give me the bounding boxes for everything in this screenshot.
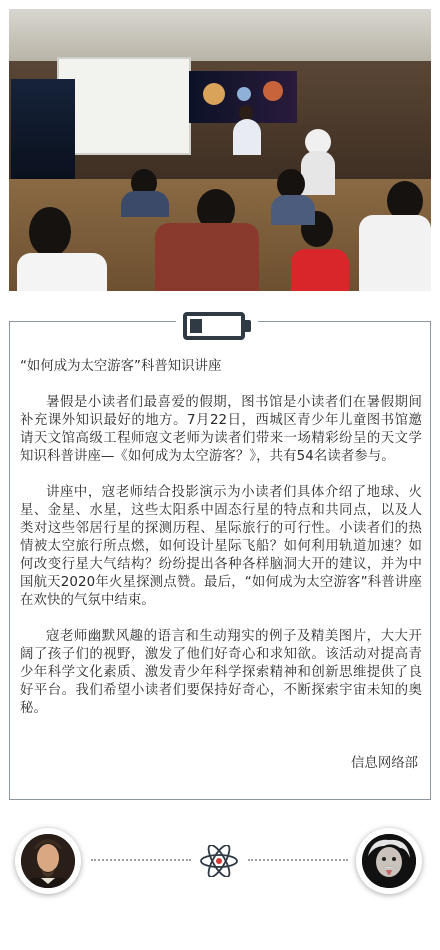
photo-ceiling <box>9 9 431 61</box>
atom-icon <box>198 845 240 877</box>
article-paragraph-1: 暑假是小读者们最喜爱的假期，图书馆是小读者们在暑假期间补充课外知识最好的地方。7月22日，西城区青少年儿童图书馆邀请天文馆高级工程师寇文老师为读者们带来一场精彩纷呈的天文学知识科普讲座—《如何成为太空游客？》，共有54名读者参与。 <box>20 395 422 464</box>
article-paragraph-2: 讲座中，寇老师结合投影演示为小读者们具体介绍了地球、火星、金星、水星，这些太阳系中固态行星的特点和共同点，以及人类对这些邻居行星的探测历程、星际旅行的可行性。小读者们的热情被太空旅行所点燃，如何设计星际飞船？如何利用轨道加速？如何改变行星大气结构？纷纷提出各种各样脑洞大开的建议，并为中国航天2020年火星探测点赞。最后，“如何成为太空游客”科普讲座在欢快的气氛中结束。 <box>20 485 422 608</box>
projection-screen <box>57 57 191 155</box>
dotted-divider-right <box>248 859 348 861</box>
article-title: “如何成为太空游客”科普知识讲座 <box>20 359 222 374</box>
dotted-divider-left <box>91 859 191 861</box>
battery-low-icon <box>176 309 258 343</box>
scientist-portrait-right <box>356 828 422 894</box>
footer-decoration <box>0 822 440 902</box>
lecture-photo <box>9 9 431 291</box>
article-signature: 信息网络部 <box>351 756 418 771</box>
scientist-portrait-left <box>15 828 81 894</box>
article-card <box>9 321 431 800</box>
article-paragraph-3: 寇老师幽默风趣的语言和生动翔实的例子及精美图片，大大开阔了孩子们的视野，激发了他们好奇心和求知欲。该活动对提高青少年科学文化素质、激发青少年科学探索精神和创新思维提供了良好平台。我们希望小读者们要保持好奇心，不断探索宇宙未知的奥秘。 <box>20 629 422 716</box>
